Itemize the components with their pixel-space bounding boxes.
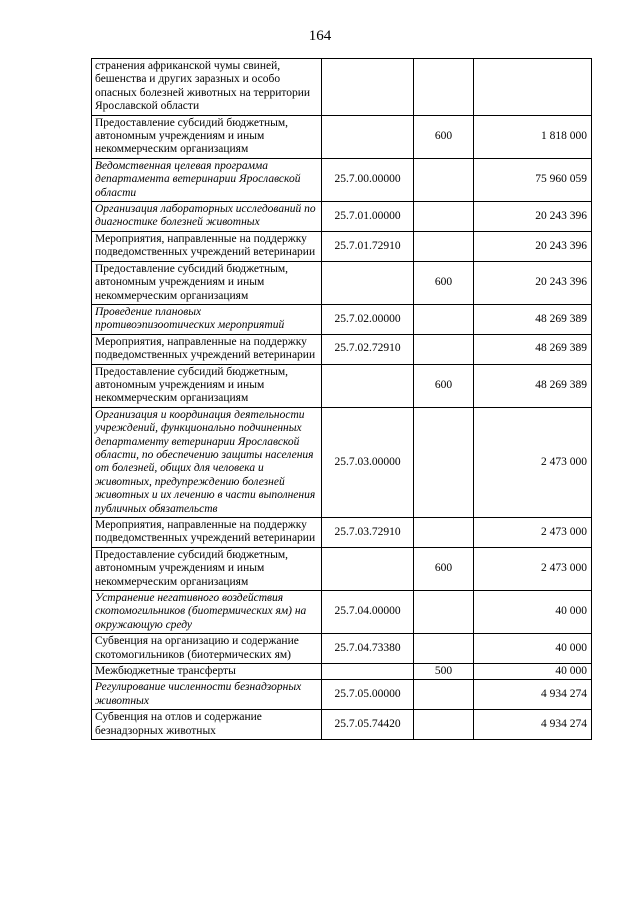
row-name-cell: Организация и координация деятельности учреждений, функционально подчиненных департаменту ветеринарии Ярославской области, по обеспечению защиты населения от болезней, общих для человека и животных, предупреждению болезней животных и их лечению в части выполнения публичных обязательств — [92, 407, 322, 517]
row-amount-cell: 48 269 389 — [474, 334, 592, 364]
table-row — [92, 59, 592, 116]
row-expense-type-cell: 600 — [414, 547, 474, 590]
table-row — [92, 518, 592, 548]
row-code-cell — [322, 115, 414, 158]
row-code-cell — [322, 664, 414, 680]
row-expense-type-cell — [414, 202, 474, 232]
row-code-cell — [322, 364, 414, 407]
row-amount-cell: 48 269 389 — [474, 304, 592, 334]
table-row — [92, 202, 592, 232]
row-code-cell — [322, 547, 414, 590]
row-amount-cell: 1 818 000 — [474, 115, 592, 158]
table-row — [92, 158, 592, 201]
row-code-cell: 25.7.05.00000 — [322, 680, 414, 710]
row-expense-type-cell: 600 — [414, 261, 474, 304]
table-row — [92, 304, 592, 334]
table-row — [92, 680, 592, 710]
table-row — [92, 261, 592, 304]
table-row — [92, 407, 592, 517]
row-expense-type-cell — [414, 518, 474, 548]
table-row — [92, 664, 592, 680]
row-amount-cell: 20 243 396 — [474, 261, 592, 304]
row-name-cell: Мероприятия, направленные на поддержку подведомственных учреждений ветеринарии — [92, 334, 322, 364]
row-code-cell — [322, 261, 414, 304]
row-name-cell: Предоставление субсидий бюджетным, автономным учреждениям и иным некоммерческим организациям — [92, 364, 322, 407]
row-name-cell: Регулирование численности безнадзорных животных — [92, 680, 322, 710]
row-name-cell: Организация лабораторных исследований по диагностике болезней животных — [92, 202, 322, 232]
row-amount-cell: 2 473 000 — [474, 407, 592, 517]
row-code-cell: 25.7.04.73380 — [322, 634, 414, 664]
budget-table — [91, 58, 592, 740]
table-row — [92, 547, 592, 590]
row-expense-type-cell: 600 — [414, 115, 474, 158]
row-amount-cell: 20 243 396 — [474, 231, 592, 261]
table-row — [92, 634, 592, 664]
row-code-cell: 25.7.02.00000 — [322, 304, 414, 334]
table-row — [92, 115, 592, 158]
row-expense-type-cell — [414, 158, 474, 201]
row-amount-cell: 40 000 — [474, 591, 592, 634]
row-code-cell: 25.7.03.72910 — [322, 518, 414, 548]
row-amount-cell: 20 243 396 — [474, 202, 592, 232]
row-amount-cell: 40 000 — [474, 634, 592, 664]
row-name-cell: Предоставление субсидий бюджетным, автономным учреждениям и иным некоммерческим организациям — [92, 115, 322, 158]
row-name-cell: Мероприятия, направленные на поддержку подведомственных учреждений ветеринарии — [92, 518, 322, 548]
row-amount-cell: 2 473 000 — [474, 547, 592, 590]
row-expense-type-cell — [414, 304, 474, 334]
page-number: 164 — [308, 28, 332, 44]
row-code-cell: 25.7.01.72910 — [322, 231, 414, 261]
row-expense-type-cell — [414, 710, 474, 740]
row-amount-cell: 2 473 000 — [474, 518, 592, 548]
table-row — [92, 591, 592, 634]
row-code-cell: 25.7.01.00000 — [322, 202, 414, 232]
row-code-cell: 25.7.02.72910 — [322, 334, 414, 364]
row-name-cell: Предоставление субсидий бюджетным, автономным учреждениям и иным некоммерческим организациям — [92, 261, 322, 304]
row-amount-cell: 4 934 274 — [474, 710, 592, 740]
row-name-cell: Мероприятия, направленные на поддержку подведомственных учреждений ветеринарии — [92, 231, 322, 261]
row-code-cell — [322, 59, 414, 116]
row-expense-type-cell — [414, 231, 474, 261]
row-amount-cell: 75 960 059 — [474, 158, 592, 201]
row-code-cell: 25.7.00.00000 — [322, 158, 414, 201]
row-code-cell: 25.7.03.00000 — [322, 407, 414, 517]
row-expense-type-cell — [414, 59, 474, 116]
row-name-cell: Проведение плановых противоэпизоотических мероприятий — [92, 304, 322, 334]
row-name-cell: Межбюджетные трансферты — [92, 664, 322, 680]
row-name-cell: Предоставление субсидий бюджетным, автономным учреждениям и иным некоммерческим организациям — [92, 547, 322, 590]
row-code-cell: 25.7.05.74420 — [322, 710, 414, 740]
row-name-cell: Субвенция на отлов и содержание безнадзорных животных — [92, 710, 322, 740]
row-name-cell: Ведомственная целевая программа департамента ветеринарии Ярославской области — [92, 158, 322, 201]
row-amount-cell — [474, 59, 592, 116]
table-row — [92, 710, 592, 740]
table-row — [92, 231, 592, 261]
row-expense-type-cell — [414, 591, 474, 634]
row-name-cell: Субвенция на организацию и содержание скотомогильников (биотермических ям) — [92, 634, 322, 664]
table-row — [92, 334, 592, 364]
row-expense-type-cell: 600 — [414, 364, 474, 407]
row-name-cell: странения африканской чумы свиней, бешенства и других заразных и особо опасных болезней животных на территории Ярославской области — [92, 59, 322, 116]
budget-table-body — [92, 59, 592, 740]
table-row — [92, 364, 592, 407]
row-code-cell: 25.7.04.00000 — [322, 591, 414, 634]
row-expense-type-cell — [414, 334, 474, 364]
row-expense-type-cell — [414, 680, 474, 710]
row-expense-type-cell: 500 — [414, 664, 474, 680]
row-amount-cell: 48 269 389 — [474, 364, 592, 407]
row-expense-type-cell — [414, 634, 474, 664]
row-expense-type-cell — [414, 407, 474, 517]
row-name-cell: Устранение негативного воздействия скотомогильников (биотермических ям) на окружающую среду — [92, 591, 322, 634]
row-amount-cell: 4 934 274 — [474, 680, 592, 710]
row-amount-cell: 40 000 — [474, 664, 592, 680]
